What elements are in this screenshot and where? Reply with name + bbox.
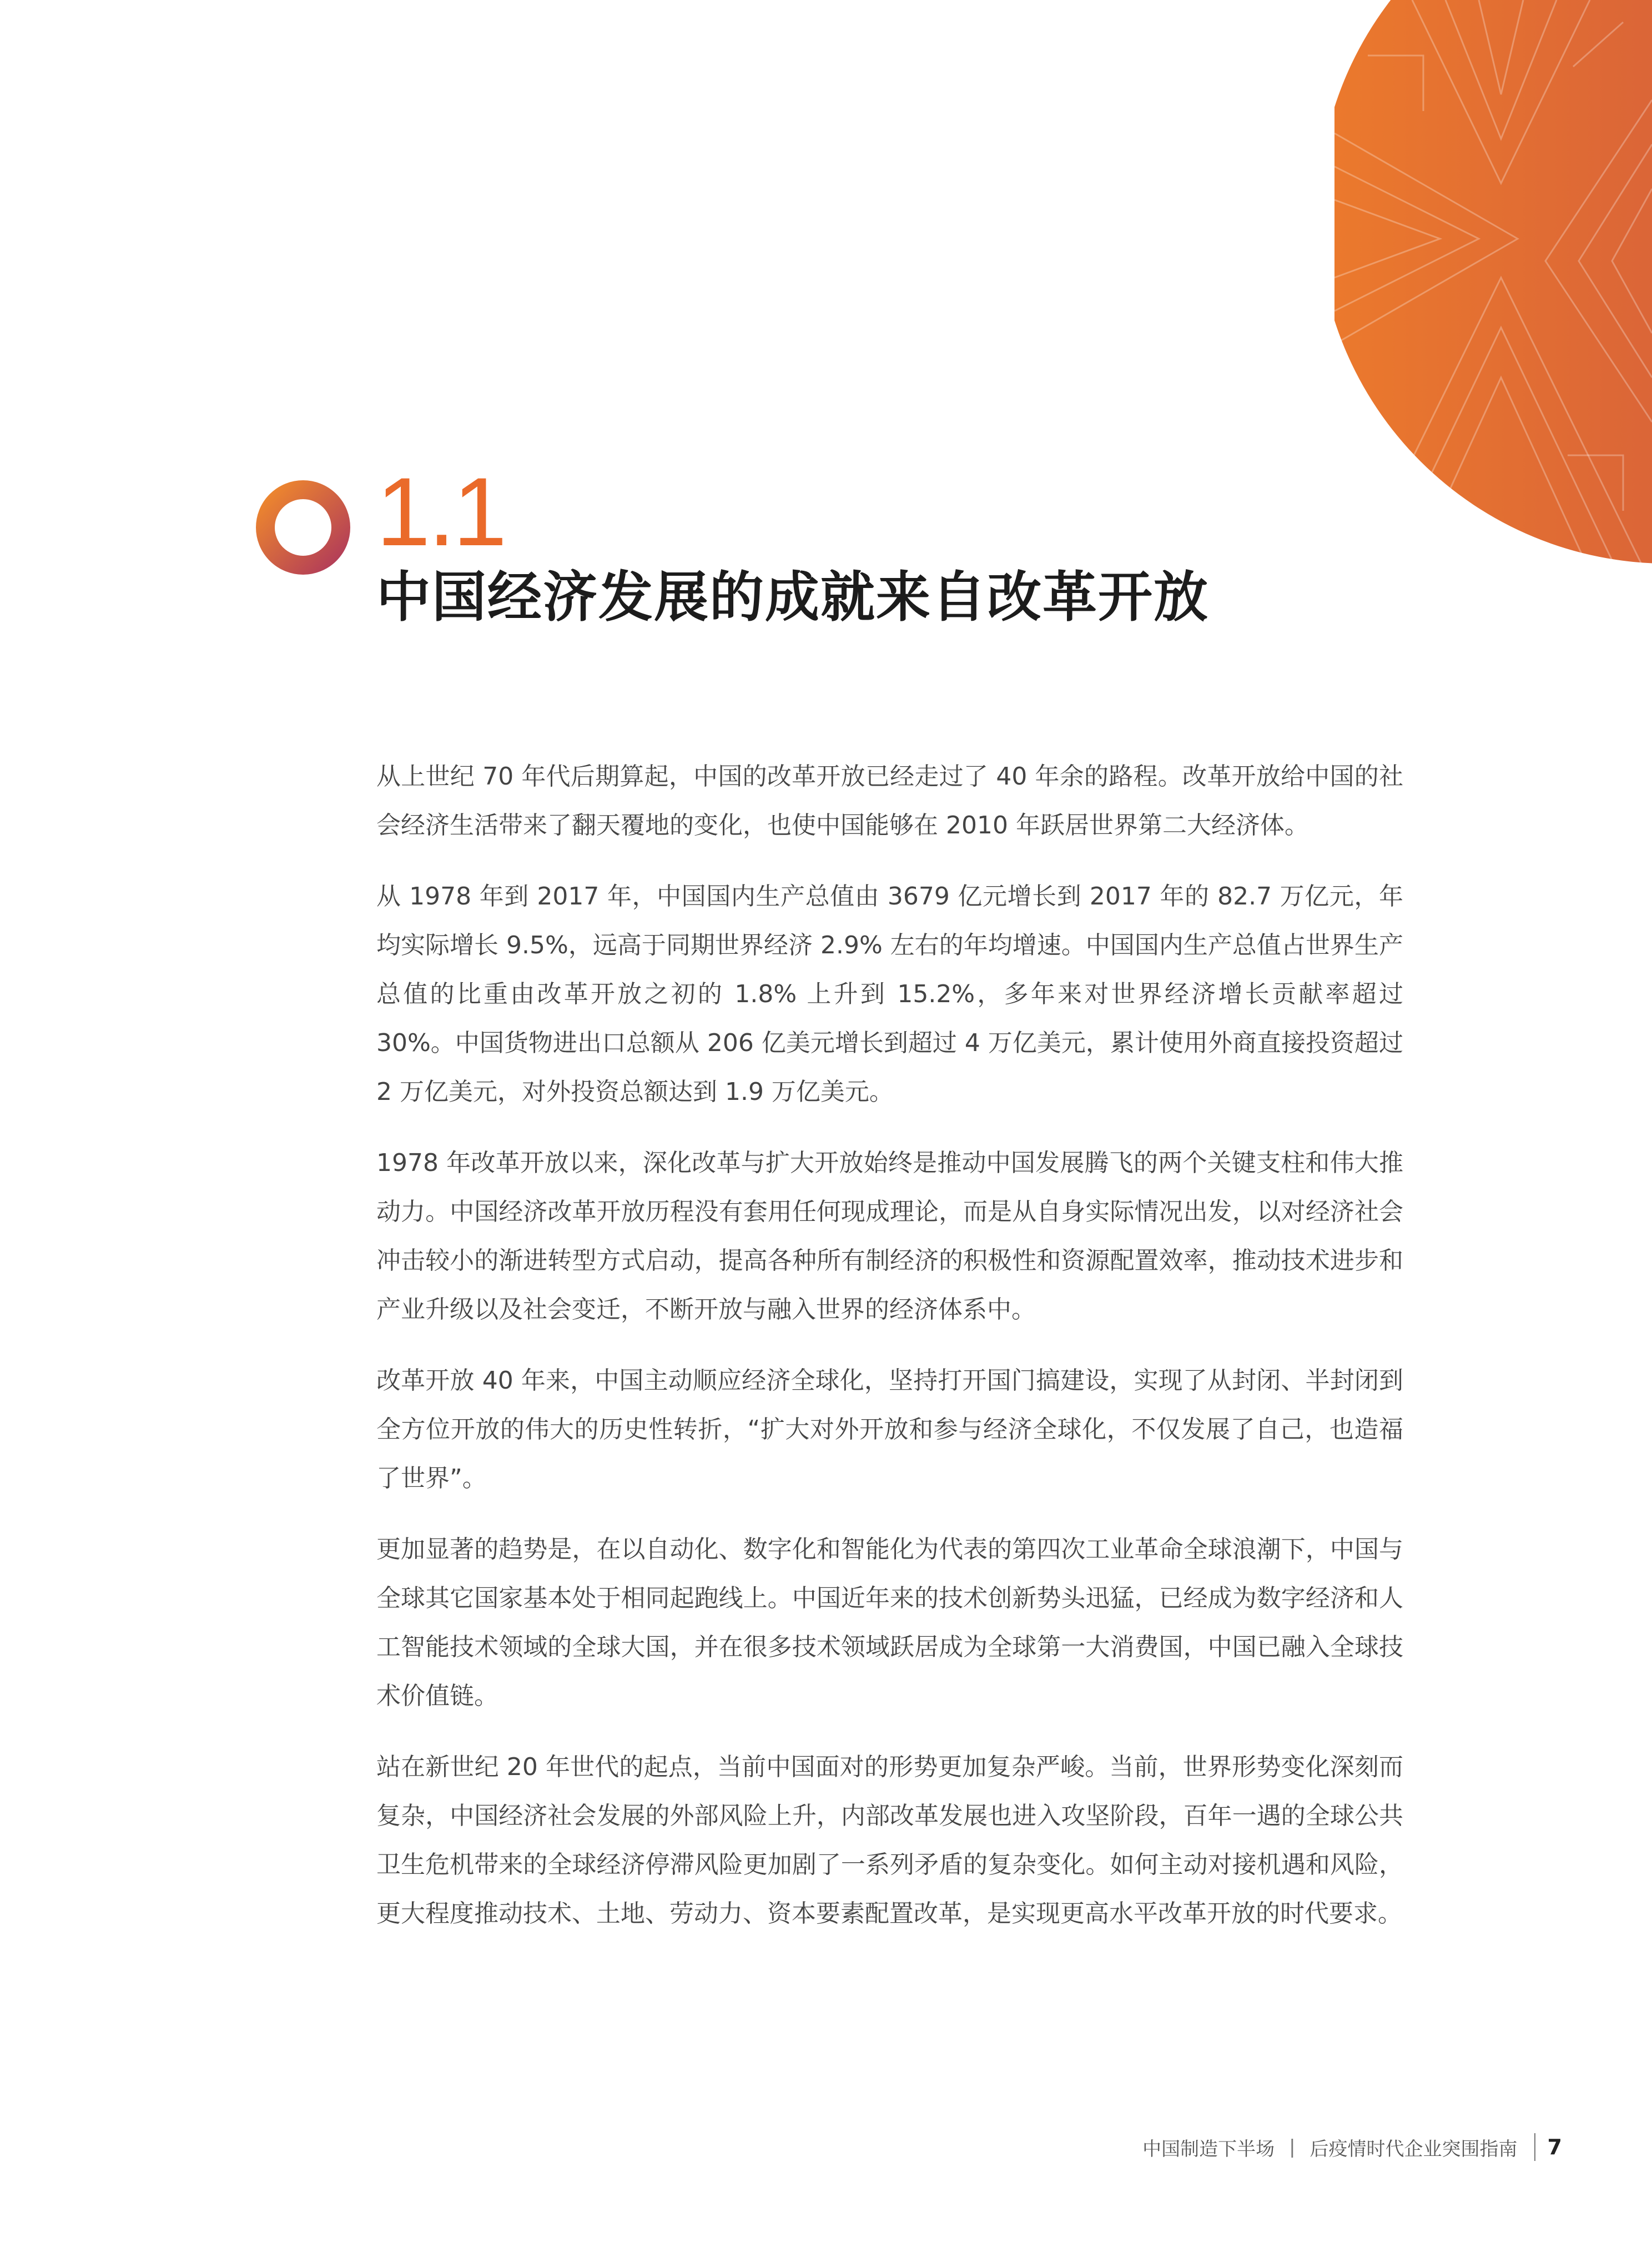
section-number: 1.1 (376, 458, 505, 566)
paragraph: 更加显著的趋势是，在以自动化、数字化和智能化为代表的第四次工业革命全球浪潮下，中国与全球其它国家基本处于相同起跑线上。中国近年来的技术创新势头迅猛，已经成为数字经济和人工智能技术领域的全球大国，并在很多技术领域跃居成为全球第一大消费国，中国已融入全球技术价值链。 (376, 1535, 1403, 1710)
body-text (376, 752, 1403, 1961)
paragraph: 站在新世纪 20 年世代的起点，当前中国面对的形势更加复杂严峻。当前，世界形势变化深刻而复杂，中国经济社会发展的外部风险上升，内部改革发展也进入攻坚阶段，百年一遇的全球公共卫生危机带来的全球经济停滞风险更加剧了一系列矛盾的复杂变化。如何主动对接机遇和风险，更大程度推动技术、土地、劳动力、资本要素配置改革，是实现更高水平改革开放的时代要求。 (376, 1753, 1403, 1928)
section-title: 中国经济发展的成就来自改革开放 (376, 566, 1210, 629)
page-number: 7 (1547, 2135, 1562, 2159)
page-footer (1142, 2133, 1562, 2161)
paragraph: 从 1978 年到 2017 年，中国国内生产总值由 3679 亿元增长到 2017 年的 82.7 万亿元，年均实际增长 9.5%，远高于同期世界经济 2.9% 左右的年均增速。中国国内生产总值占世界生产总值的比重由改革开放之初的 1.8% 上升到 15.2%，多年来对世界经济增长贡献率超过 30%。中国货物进出口总额从 206 亿美元增长到超过 4 万亿美元，累计使用外商直接投资超过 2 万亿美元，对外投资总额达到 1.9 万亿美元。 (376, 882, 1403, 1106)
orange-ring-icon (253, 477, 353, 577)
footer-separator: | (1289, 2136, 1296, 2158)
paragraph: 1978 年改革开放以来，深化改革与扩大开放始终是推动中国发展腾飞的两个关键支柱和伟大推动力。中国经济改革开放历程没有套用任何现成理论，而是从自身实际情况出发，以对经济社会冲击较小的渐进转型方式启动，提高各种所有制经济的积极性和资源配置效率，推动技术进步和产业升级以及社会变迁，不断开放与融入世界的经济体系中。 (376, 1149, 1403, 1324)
paragraph: 改革开放 40 年来，中国主动顺应经济全球化，坚持打开国门搞建设，实现了从封闭、半封闭到全方位开放的伟大的历史性转折，“扩大对外开放和参与经济全球化，不仅发展了自己，也造福了世界”。 (376, 1366, 1403, 1492)
decorative-gradient-circle (1334, 0, 1652, 572)
footer-subtitle: 后疫情时代企业突围指南 (1309, 2138, 1518, 2160)
footer-book-title: 中国制造下半场 (1142, 2138, 1275, 2160)
footer-divider (1534, 2133, 1535, 2161)
paragraph: 从上世纪 70 年代后期算起，中国的改革开放已经走过了 40 年余的路程。改革开放给中国的社会经济生活带来了翻天覆地的变化，也使中国能够在 2010 年跃居世界第二大经济体。 (376, 762, 1403, 840)
